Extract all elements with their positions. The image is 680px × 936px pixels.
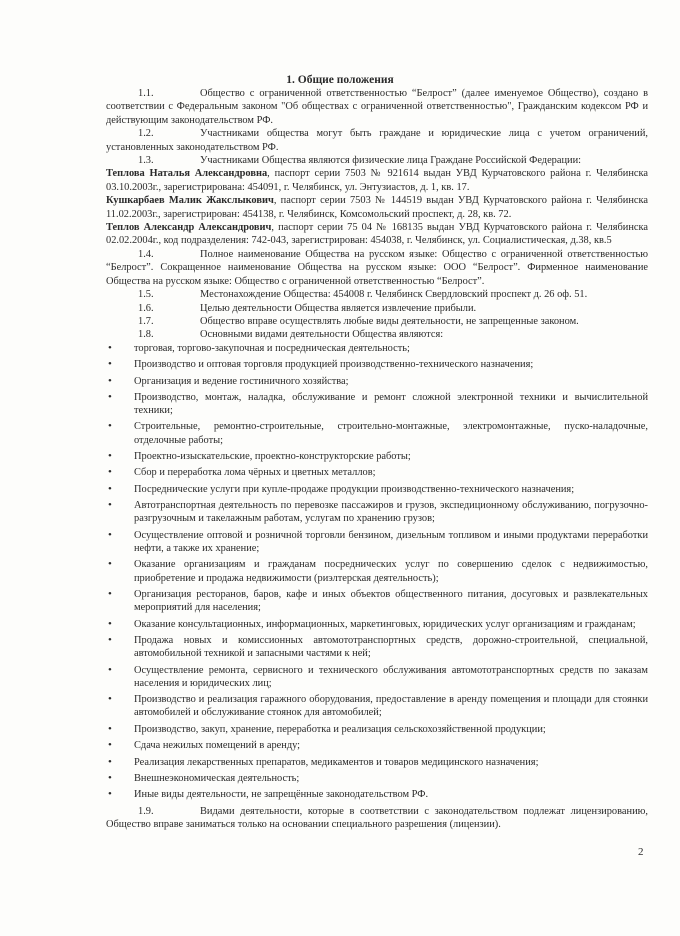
activity-item: • Производство, закуп, хранение, переработка и реализация сельскохозяйственной продукции; xyxy=(106,723,648,736)
clause-1-5 xyxy=(106,288,648,301)
founder-entry xyxy=(106,221,648,248)
clause-text: Местонахождение Общества: 454008 г. Челябинск Свердловский проспект д. 26 оф. 51. xyxy=(200,289,588,301)
section-title: 1. Общие положения xyxy=(286,74,394,86)
activity-item: • Посреднические услуги при купле-продаже продукции производственно-технического назначения; xyxy=(106,483,648,496)
clause-1-7 xyxy=(106,315,648,328)
founder-name: Кушкарбаев Малик Жакслыкович xyxy=(106,195,274,207)
clause-1-6 xyxy=(106,302,648,315)
activity-item: • Автотранспортная деятельность по перевозке пассажиров и грузов, экспедиционному обслуживанию, погрузочно-разгрузочным и такелажным работам, услугам по хранению грузов; xyxy=(106,499,648,525)
activity-item: • Оказание организациям и гражданам посреднических услуг по совершению сделок с недвижимостью, приобретение и продажа недвижимости (риэлтерская деятельность); xyxy=(106,558,648,584)
founder-name: Теплова Наталья Александровна xyxy=(106,168,268,180)
clause-text: Общество с ограниченной ответственностью “Белрост” (далее именуемое Общество), создано в соответствии с Федеральным законом "Об обществах с ограниченной ответственностью", Гражданским кодексом РФ и действующим законодательством РФ. xyxy=(106,88,648,126)
clause-1-1 xyxy=(106,87,648,127)
page-number: 2 xyxy=(638,846,644,858)
activities-list xyxy=(106,342,648,802)
clause-1-8 xyxy=(106,328,648,341)
clause-number: 1.7. xyxy=(138,315,154,327)
clause-number: 1.5. xyxy=(138,289,154,301)
activity-item: • Реализация лекарственных препаратов, медикаментов и товаров медицинского назначения; xyxy=(106,756,648,769)
clause-1-3 xyxy=(106,154,648,167)
clause-number: 1.3. xyxy=(138,155,154,167)
activity-item: • Внешнеэкономическая деятельность; xyxy=(106,772,648,785)
activity-item: • Производство и оптовая торговля продукцией производственно-технического назначения; xyxy=(106,358,648,371)
activity-item: • Осуществление оптовой и розничной торговли бензином, дизельным топливом и иными продуктами переработки нефти, а также их хранение; xyxy=(106,529,648,555)
clause-1-2 xyxy=(106,127,648,154)
clause-number: 1.1. xyxy=(138,88,154,99)
document-body xyxy=(106,87,648,832)
clause-text: Видами деятельности, которые в соответствии с законодательством подлежат лицензированию, Общество вправе заниматься только на основании специального разрешения (лицензии). xyxy=(106,805,648,831)
activity-item: • Организация и ведение гостиничного хозяйства; xyxy=(106,375,648,388)
activity-item: • Продажа новых и комиссионных автомототранспортных средств, дорожно-строительной, специальной, автомобильной техникой и запасными частями к ней; xyxy=(106,634,648,660)
clause-number: 1.6. xyxy=(138,302,154,314)
founder-entry xyxy=(106,167,648,194)
activity-item: • Сбор и переработка лома чёрных и цветных металлов; xyxy=(106,466,648,479)
clause-number: 1.4. xyxy=(138,248,154,260)
activity-item: • Иные виды деятельности, не запрещённые законодательством РФ. xyxy=(106,788,648,801)
activity-item: • Оказание консультационных, информационных, маркетинговых, юридических услуг организациям и гражданам; xyxy=(106,618,648,631)
clause-number: 1.9. xyxy=(138,805,154,817)
activity-item: • торговая, торгово-закупочная и посредническая деятельность; xyxy=(106,342,648,355)
activity-item: • Производство, монтаж, наладка, обслуживание и ремонт сложной электронной техники и вычислительной техники; xyxy=(106,391,648,417)
clause-1-9 xyxy=(106,805,648,832)
founder-details: , паспорт серии 75 04 № 168135 выдан УВД Курчатовского района г. Челябинска 02.02.2004г., код подразделения: 742-043, зарегистрирован: 454038, г. Челябинск, ул. Социалистическая, д.38, кв.5 xyxy=(106,222,648,247)
activity-item: • Строительные, ремонтно-строительные, строительно-монтажные, электромонтажные, пуско-наладочные, отделочные работы; xyxy=(106,420,648,446)
activity-item: • Проектно-изыскательские, проектно-конструкторские работы; xyxy=(106,450,648,463)
founder-name: Теплов Александр Александрович xyxy=(106,222,272,234)
clause-number: 1.8. xyxy=(138,329,154,341)
clause-text: Полное наименование Общества на русском языке: Общество с ограниченной ответственностью “Белрост”. Сокращенное наименование Общества на русском языке: ООО “Белрост”. Фирменное наименование Общества на русском языке: Общество с ограниченной ответственностью “Белрост”. xyxy=(106,248,648,287)
activity-item: • Производство и реализация гаражного оборудования, предоставление в аренду помещения и площади для стоянки автомобилей и обслуживание стоянок для автомобилей; xyxy=(106,693,648,719)
clause-number: 1.2. xyxy=(138,128,154,140)
founder-details: , паспорт серии 7503 № 921614 выдан УВД Курчатовского района г. Челябинска 03.10.2003г., зарегистрирована: 454091, г. Челябинск, ул. Энтузиастов, д. 1, кв. 17. xyxy=(106,168,649,193)
clause-text: Общество вправе осуществлять любые виды деятельности, не запрещенные законом. xyxy=(200,315,579,327)
founder-entry xyxy=(106,194,648,221)
activity-item: • Осуществление ремонта, сервисного и технического обслуживания автомототранспортных средств по заказам населения и юридических лиц; xyxy=(106,664,648,690)
clause-1-4 xyxy=(106,248,648,288)
clause-text: Основными видами деятельности Общества являются: xyxy=(200,329,444,341)
clause-text: Участниками Общества являются физические лица Граждане Российской Федерации: xyxy=(200,155,582,167)
founder-details: , паспорт серии 7503 № 144519 выдан УВД Курчатовского района г. Челябинска 11.02.2003г., зарегистрирован: 454138, г. Челябинск, Комсомольский проспект, д. 28, кв. 72. xyxy=(106,195,648,220)
clause-text: Участниками общества могут быть граждане и юридические лица с учетом ограничений, установленных законодательством РФ. xyxy=(106,128,648,153)
activity-item: • Сдача нежилых помещений в аренду; xyxy=(106,739,648,752)
clause-text: Целью деятельности Общества является извлечение прибыли. xyxy=(200,302,477,314)
activity-item: • Организация ресторанов, баров, кафе и иных объектов общественного питания, досуговых и развлекательных мероприятий для населения; xyxy=(106,588,648,614)
